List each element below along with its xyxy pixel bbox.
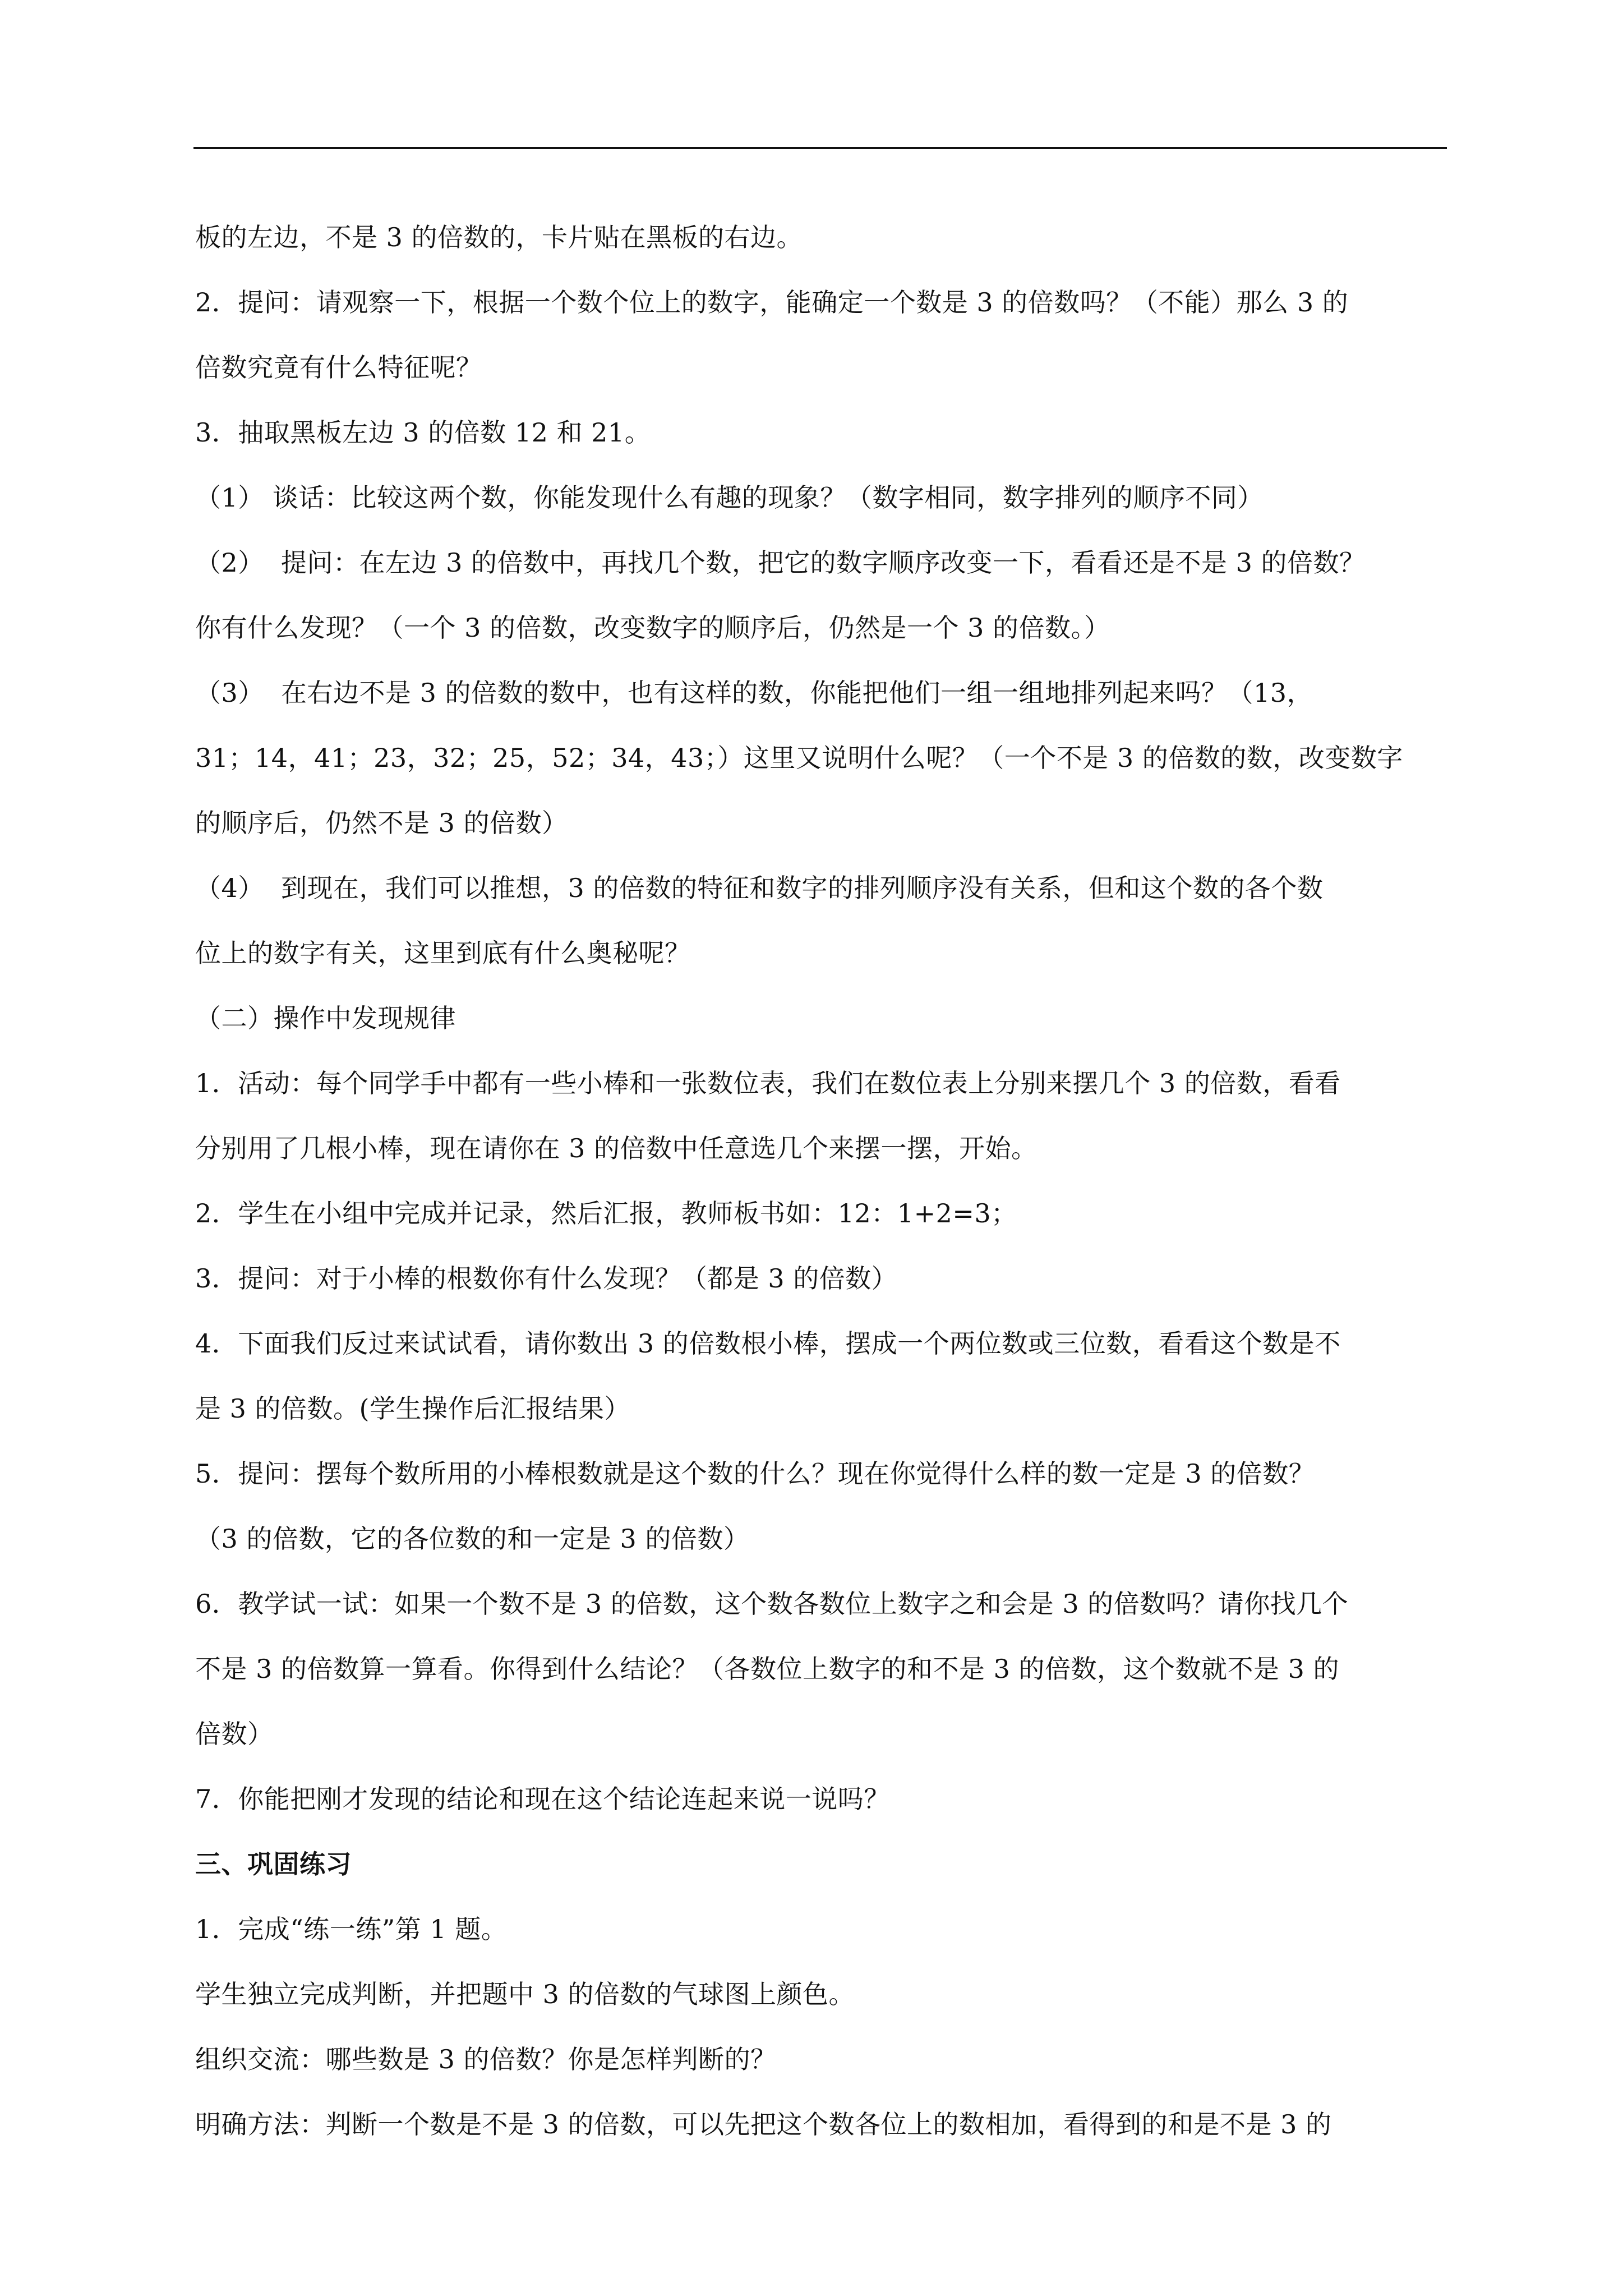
text-line: 7．你能把刚才发现的结论和现在这个结论连起来说一说吗？ — [195, 1784, 890, 1814]
text-line: 5．提问：摆每个数所用的小棒根数就是这个数的什么？现在你觉得什么样的数一定是 3 的倍数？ — [195, 1458, 1315, 1489]
text-line: 1．活动：每个同学手中都有一些小棒和一张数位表，我们在数位表上分别来摆几个 3 的倍数，看看 — [195, 1068, 1341, 1098]
section-heading: 三、巩固练习 — [195, 1849, 352, 1879]
text-line: 31；14，41；23，32；25，52；34，43；）这里又说明什么呢？（一个不是 3 的倍数的数，改变数字 — [195, 743, 1403, 773]
text-line: 2．提问：请观察一下，根据一个数个位上的数字，能确定一个数是 3 的倍数吗？（不能）那么 3 的 — [195, 287, 1349, 318]
text-line: 6．教学试一试：如果一个数不是 3 的倍数，这个数各数位上数字之和会是 3 的倍数吗？请你找几个 — [195, 1589, 1349, 1619]
header-rule — [193, 147, 1447, 149]
text-line: 2．学生在小组中完成并记录，然后汇报，教师板书如：12：1+2=3； — [195, 1198, 1017, 1228]
text-line: 1．完成“练一练”第 1 题。 — [195, 1914, 508, 1944]
text-line: 倍数究竟有什么特征呢？ — [195, 352, 482, 383]
text-line: （2） 提问：在左边 3 的倍数中，再找几个数，把它的数字顺序改变一下，看看还是不是 3 的倍数？ — [195, 547, 1366, 578]
text-line: 你有什么发现？（一个 3 的倍数，改变数字的顺序后，仍然是一个 3 的倍数。） — [195, 613, 1110, 643]
text-line: （二）操作中发现规律 — [195, 1003, 456, 1033]
text-line: 是 3 的倍数。(学生操作后汇报结果） — [195, 1393, 630, 1424]
text-line: 组织交流：哪些数是 3 的倍数？你是怎样判断的？ — [195, 2044, 777, 2074]
text-line: （3） 在右边不是 3 的倍数的数中，也有这样的数，你能把他们一组一组地排列起来吗？（13， — [195, 678, 1313, 708]
text-line: 板的左边，不是 3 的倍数的，卡片贴在黑板的右边。 — [195, 222, 803, 252]
text-line: 4．下面我们反过来试试看，请你数出 3 的倍数根小棒，摆成一个两位数或三位数，看看这个数是不 — [195, 1328, 1341, 1359]
text-line: 3．提问：对于小棒的根数你有什么发现？（都是 3 的倍数） — [195, 1263, 898, 1294]
text-line: （1） 谈话：比较这两个数，你能发现什么有趣的现象？（数字相同，数字排列的顺序不同） — [195, 482, 1264, 513]
text-line: 倍数） — [195, 1719, 274, 1749]
text-line: 不是 3 的倍数算一算看。你得到什么结论？（各数位上数字的和不是 3 的倍数，这个数就不是 3 的 — [195, 1654, 1340, 1684]
text-line: 分别用了几根小棒，现在请你在 3 的倍数中任意选几个来摆一摆，开始。 — [195, 1133, 1038, 1163]
text-line: 学生独立完成判断，并把题中 3 的倍数的气球图上颜色。 — [195, 1979, 855, 2009]
text-line: 3．抽取黑板左边 3 的倍数 12 和 21。 — [195, 417, 651, 448]
text-line: 位上的数字有关，这里到底有什么奥秘呢？ — [195, 938, 691, 968]
text-line: 明确方法：判断一个数是不是 3 的倍数，可以先把这个数各位上的数相加，看得到的和是不是 3 的 — [195, 2109, 1332, 2139]
text-line: （3 的倍数，它的各位数的和一定是 3 的倍数） — [195, 1524, 750, 1554]
text-line: 的顺序后，仍然不是 3 的倍数） — [195, 808, 568, 838]
document-body — [195, 205, 1447, 2157]
text-line: （4） 到现在，我们可以推想，3 的倍数的特征和数字的排列顺序没有关系，但和这个数的各个数 — [195, 873, 1324, 903]
